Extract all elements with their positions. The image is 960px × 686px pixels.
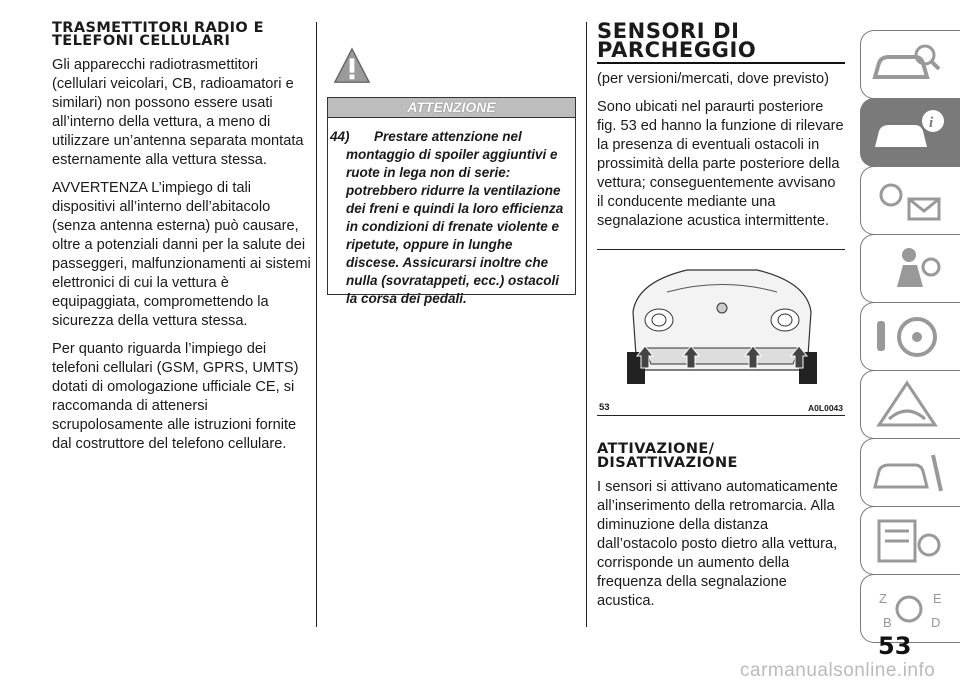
tab-driving[interactable] [860, 302, 960, 371]
paragraph-radio-1: Gli apparecchi radiotrasmettitori (cellulari veicolari, CB, radioamatori e similari) non possono essere usati all’interno della vettura, a meno di utilizzare un’antenna separata montata esternamente alla vettura stessa. [52, 57, 304, 168]
steering-wheel-icon [869, 311, 949, 361]
road-emergency-icon [869, 379, 949, 429]
tab-maintenance[interactable] [860, 438, 960, 507]
svg-text:B: B [883, 615, 892, 630]
figure-code: A0L0043 [808, 403, 843, 413]
paragraph-radio-warning: AVVERTENZA L’impiego di tali dispositivi all’interno dell’abitacolo (senza antenna esterna) può causare, oltre a potenziali danni per la salute dei passeggeri, malfunzionamenti ai sistemi elettronici di cui la vettura è equipaggiata, compromettendo la sicurezza della vettura stessa. [52, 180, 311, 329]
tab-emergency[interactable] [860, 370, 960, 439]
tab-safety[interactable] [860, 234, 960, 303]
car-search-icon [869, 39, 949, 89]
car-maintenance-icon [869, 447, 949, 497]
svg-text:Z: Z [879, 591, 887, 606]
car-rear-illustration [597, 252, 845, 402]
note-text: Prestare attenzione nel montaggio di spoiler aggiuntivi e ruote in lega non di serie: potrebbero ridurre la ventilazione dei freni e quindi la loro efficienza in condizioni di frenate violente e ripetute, oppure in lunghe discese. Assicurarsi inoltre che nulla (sovratappeti, ecc.) ostacoli la corsa dei pedali. [346, 129, 564, 306]
section-title-parking: SENSORI DI PARCHEGGIO [597, 22, 845, 64]
svg-text:i: i [929, 115, 934, 131]
note-number: 44) [330, 129, 350, 144]
column-attention [327, 22, 575, 306]
car-info-icon [869, 107, 949, 157]
attention-box [327, 97, 576, 306]
paragraph-parking-1: Sono ubicati nel paraurti posteriore fig. 53 ed hanno la funzione di rilevare la presenza di eventuali ostacoli in prossimità della parte posteriore della vettura; conseguentemente avvisano il conducente mediante una segnalazione acustica intermittente. [597, 99, 844, 229]
technical-data-icon [869, 515, 949, 565]
svg-text:E: E [933, 591, 942, 606]
paragraph-radio-phones: Per quanto riguarda l’impiego dei telefoni cellulari (GSM, GPRS, UMTS) dotati di omologazione ufficiale CE, si raccomanda di attenersi scrupolosamente alle istruzioni fornite dal costruttore del telefono cellulare. [52, 341, 299, 452]
alphabetical-index-icon [869, 583, 949, 633]
column-radio-phones [52, 22, 314, 463]
svg-text:D: D [931, 615, 941, 630]
column-parking-sensors [597, 19, 845, 620]
safety-airbag-icon [869, 243, 949, 293]
attention-note [328, 118, 575, 308]
warning-triangle-icon [333, 46, 371, 86]
tab-warning-lights[interactable] [860, 166, 960, 235]
column-divider-1 [316, 22, 317, 627]
figure-number: 53 [599, 402, 610, 413]
section-title-activation: ATTIVAZIONE/ DISATTIVAZIONE [597, 441, 738, 471]
tab-car-search[interactable] [860, 30, 960, 99]
page-number: 53 [878, 632, 912, 660]
paragraph-activation: I sensori si attivano automaticamente all’inserimento della retromarcia. Alla diminuzione della distanza dall’ostacolo posto dietro alla vettura, corrisponde un aumento della frequenza della segnalazione acustica. [597, 479, 838, 609]
attention-title: ATTENZIONE [328, 98, 575, 118]
figure-rear-bumper [597, 249, 845, 416]
warning-lights-icon [869, 175, 949, 225]
watermark: carmanualsonline.info [740, 660, 936, 681]
subtitle-parking: (per versioni/mercati, dove previsto) [597, 71, 829, 87]
tab-technical-data[interactable] [860, 506, 960, 575]
tab-car-info[interactable] [860, 98, 960, 167]
section-title-radio: TRASMETTITORI RADIO E TELEFONI CELLULARI [52, 20, 264, 49]
column-divider-2 [586, 22, 587, 627]
